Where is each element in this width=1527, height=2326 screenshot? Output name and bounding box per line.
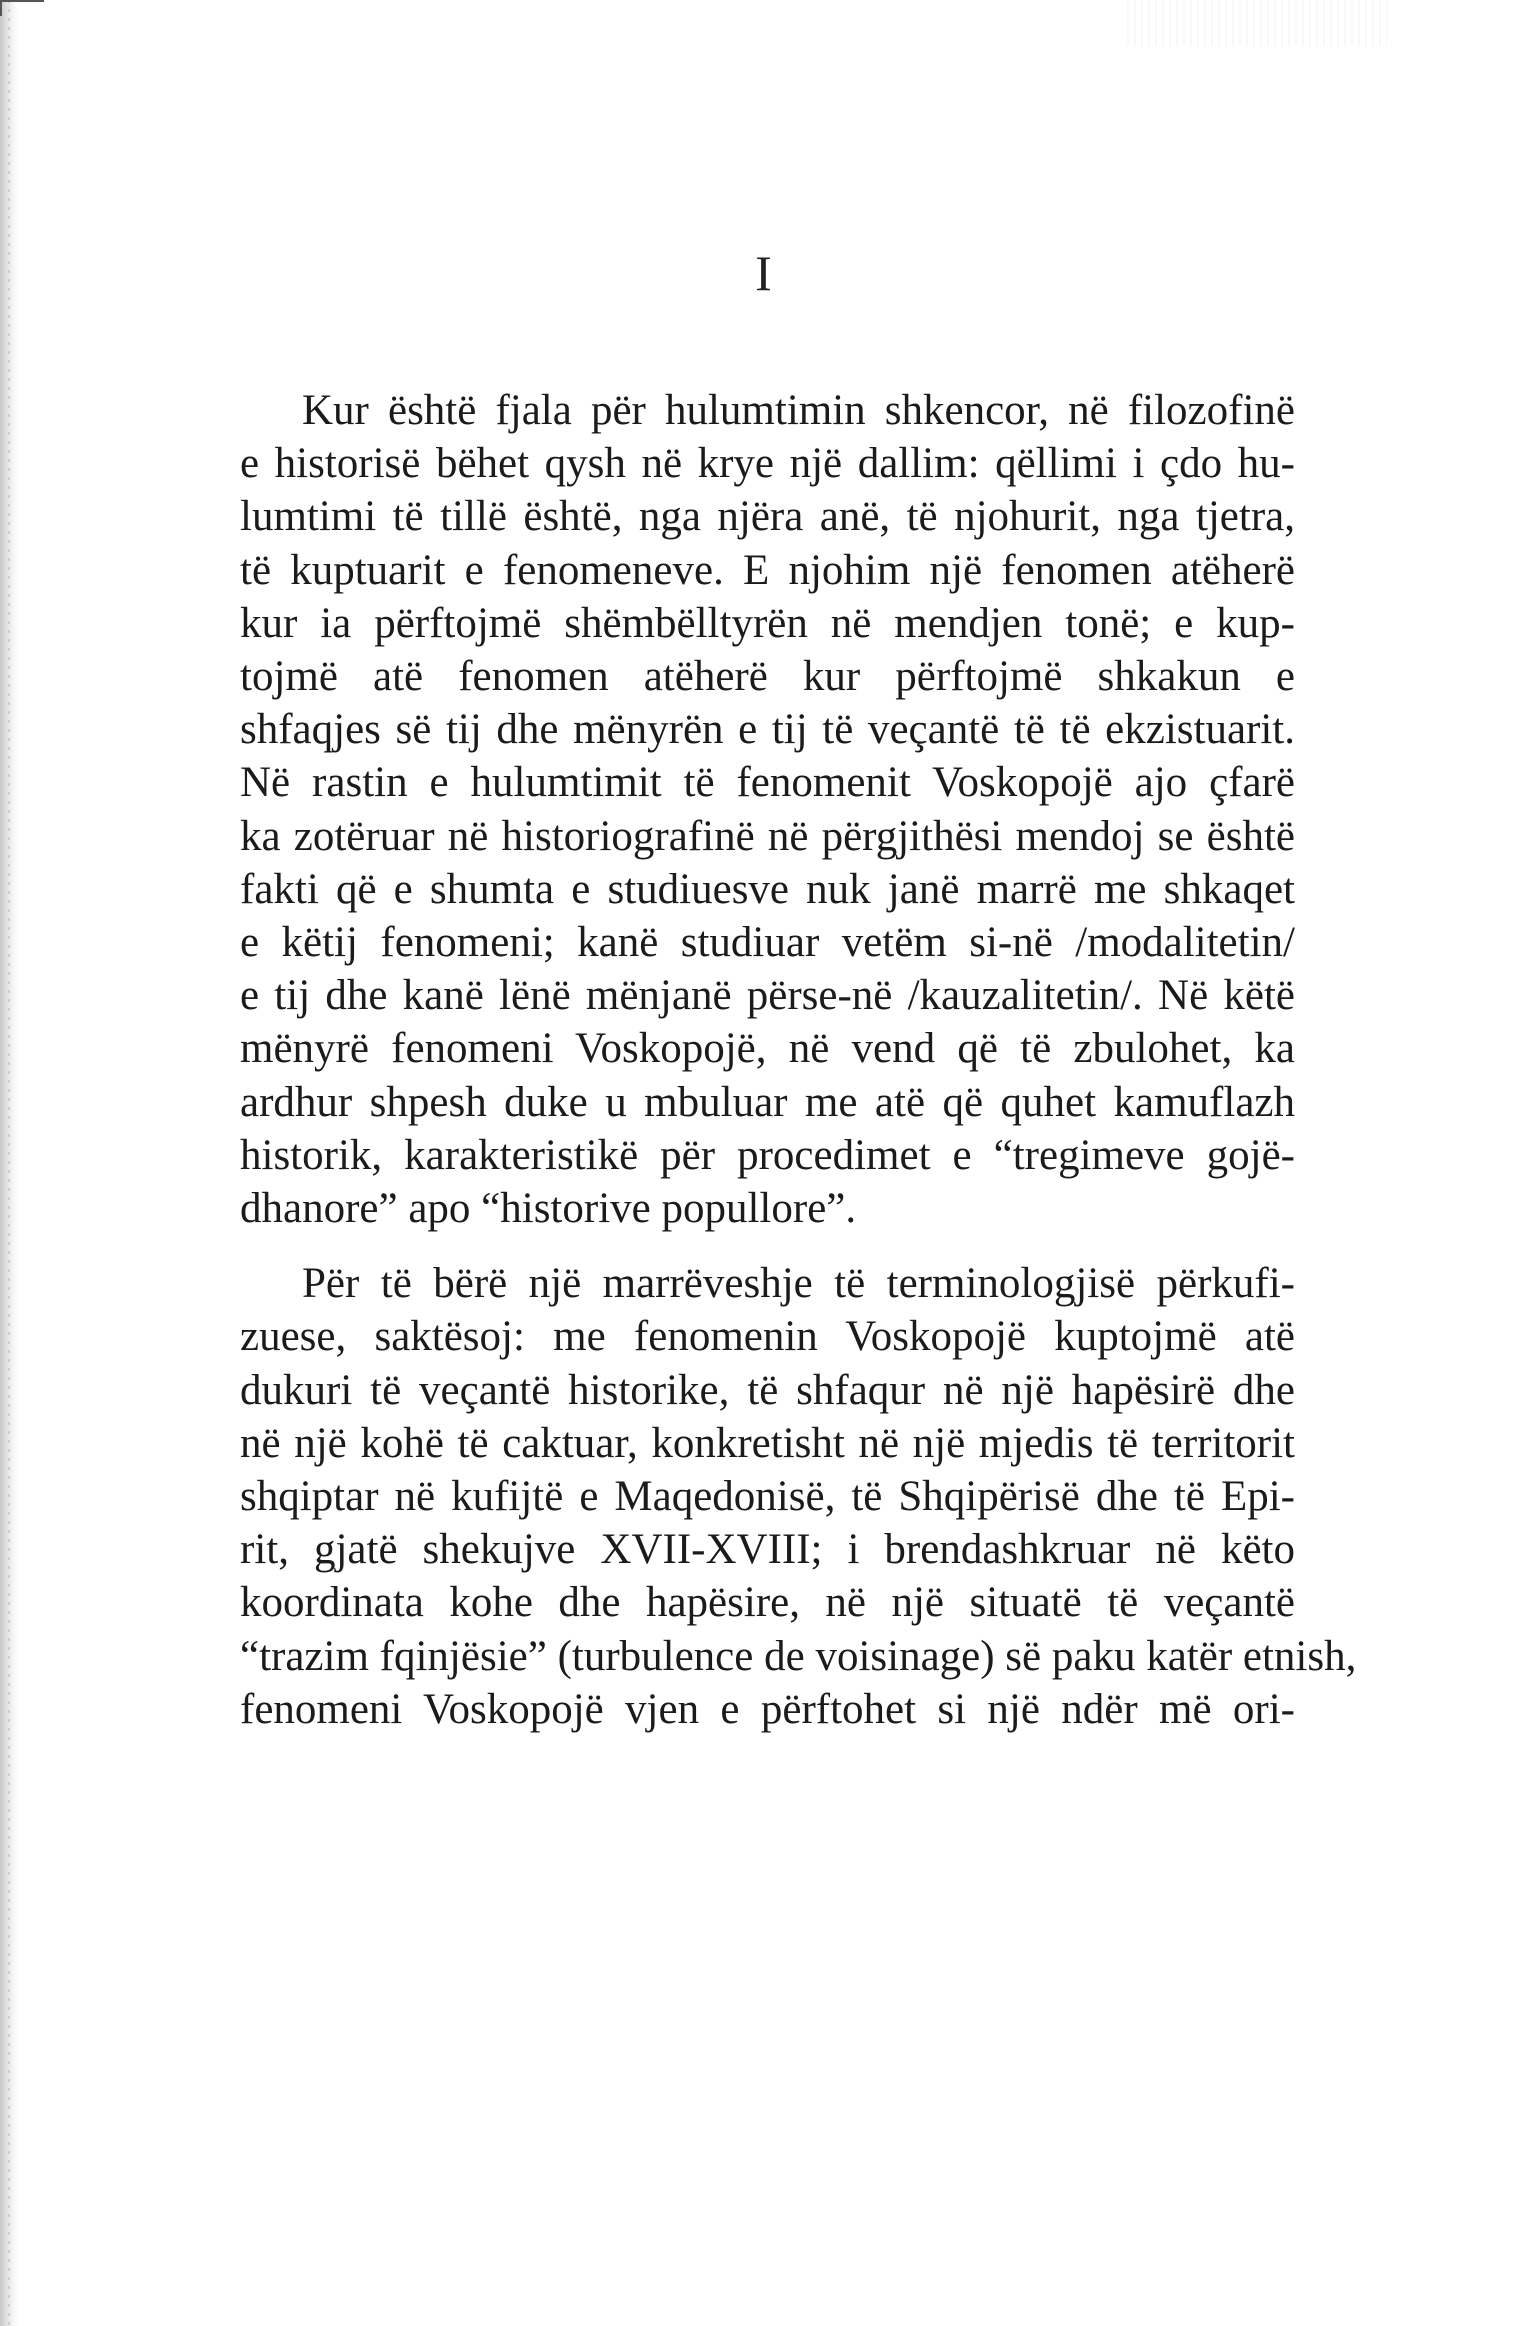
text-line: lumtimi të tillë është, nga njëra anë, të njohurit, nga tjetra, <box>240 493 1295 541</box>
paragraph-1 <box>240 384 1295 1235</box>
text-line: e këtij fenomeni; kanë studiuar vetëm si-në /modalitetin/ <box>240 919 1295 967</box>
text-line: tojmë atë fenomen atëherë kur përftojmë shkakun e <box>240 653 1295 701</box>
text-line: zuese, saktësoj: me fenomenin Voskopojë kuptojmë atë <box>240 1313 1295 1361</box>
body-text <box>240 384 1357 1736</box>
text-line: shfaqjes së tij dhe mënyrën e tij të veçantë të të ekzistuarit. <box>240 706 1295 754</box>
text-line: mënyrë fenomeni Voskopojë, në vend që të zbulohet, ka <box>240 1025 1295 1073</box>
scan-noise <box>1127 0 1387 46</box>
text-line: koordinata kohe dhe hapësire, në një situatë të veçantë <box>240 1579 1295 1627</box>
chapter-numeral: I <box>755 245 772 301</box>
text-line: e tij dhe kanë lënë mënjanë përse-në /kauzalitetin/. Në këtë <box>240 972 1295 1020</box>
text-line: në një kohë të caktuar, konkretisht në një mjedis të territorit <box>240 1419 1295 1467</box>
text-line: rit, gjatë shekujve XVII-XVIII; i brendashkruar në këto <box>240 1526 1295 1574</box>
scanned-page-edge <box>0 0 18 2326</box>
text-line: dhanore” apo “historive popullore”. <box>240 1185 857 1233</box>
text-line: Kur është fjala për hulumtimin shkencor, në filozofinë <box>302 387 1295 434</box>
text-line: Për të bërë një marrëveshje të terminologjisë përkufi- <box>302 1260 1295 1308</box>
text-line: historik, karakteristikë për procedimet e “tregimeve gojë- <box>240 1131 1295 1179</box>
text-line: fakti që e shumta e studiuesve nuk janë marrë me shkaqet <box>240 865 1295 913</box>
text-line: të kuptuarit e fenomeneve. E njohim një fenomen atëherë <box>240 546 1295 594</box>
text-line: dukuri të veçantë historike, të shfaqur në një hapësirë dhe <box>240 1366 1295 1414</box>
paragraph-2 <box>240 1257 1357 1736</box>
text-line: kur ia përftojmë shëmbëlltyrën në mendjen tonë; e kup- <box>240 599 1295 647</box>
text-line: ardhur shpesh duke u mbuluar me atë që quhet kamuflazh <box>240 1078 1295 1126</box>
text-line: e historisë bëhet qysh në krye një dallim: qëllimi i çdo hu- <box>240 440 1295 488</box>
text-line: ka zotëruar në historiografinë në përgjithësi mendoj se është <box>240 812 1295 860</box>
text-line: fenomeni Voskopojë vjen e përftohet si një ndër më ori- <box>240 1685 1295 1733</box>
page-corner-mark <box>0 0 44 16</box>
text-line: Në rastin e hulumtimit të fenomenit Voskopojë ajo çfarë <box>240 759 1295 807</box>
text-line: shqiptar në kufijtë e Maqedonisë, të Shqipërisë dhe të Epi- <box>240 1473 1295 1521</box>
text-line: “trazim fqinjësie” (turbulence de voisinage) së paku katër etnish, <box>240 1632 1357 1680</box>
